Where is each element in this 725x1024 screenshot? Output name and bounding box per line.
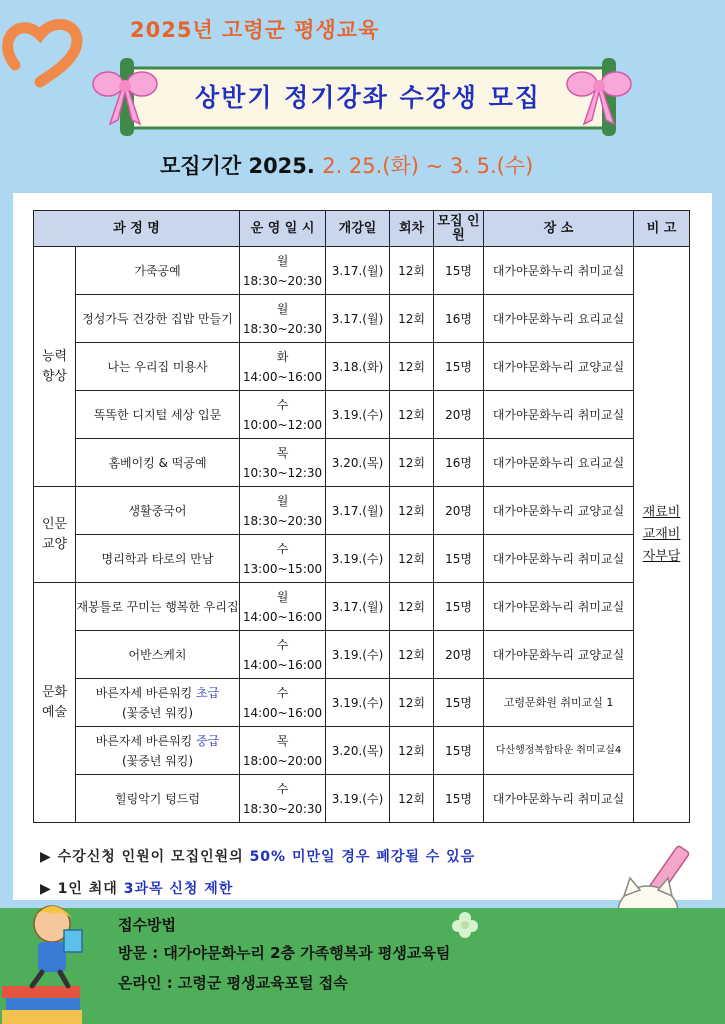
time: 14:00~16:00: [242, 609, 323, 624]
capacity: 15명: [434, 583, 484, 631]
capacity: 15명: [434, 727, 484, 775]
time: 10:00~12:00: [242, 417, 323, 432]
sessions: 12회: [390, 631, 434, 679]
course-name-main: 바른자세 바른워킹: [95, 685, 197, 700]
table-row: [34, 775, 690, 823]
day: 수: [276, 685, 289, 700]
place: 대가야문화누리 취미교실: [484, 391, 634, 439]
table-row: [34, 391, 690, 439]
course-name: 힐링악기 텅드럼: [76, 775, 240, 823]
sessions: 12회: [390, 487, 434, 535]
start-date: 3.20.(목): [326, 727, 390, 775]
course-name: 어반스케치: [76, 631, 240, 679]
day: 수: [276, 541, 289, 556]
level-badge: 중급: [196, 733, 220, 748]
start-date: 3.20.(목): [326, 439, 390, 487]
header-capacity: 모집 인원: [434, 211, 484, 247]
schedule-cell: [240, 535, 326, 583]
sessions: 12회: [390, 343, 434, 391]
course-name: 정성가득 건강한 집밥 만들기: [76, 295, 240, 343]
capacity: 16명: [434, 295, 484, 343]
sessions: 12회: [390, 583, 434, 631]
sessions: 12회: [390, 391, 434, 439]
course-subtitle: (꽃중년 워킹): [121, 753, 194, 768]
day: 수: [276, 397, 289, 412]
notice-highlight: 3과목 신청 제한: [123, 881, 234, 897]
day: 월: [276, 589, 289, 604]
time: 14:00~16:00: [242, 705, 323, 720]
banner-title: 상반기 정기강좌 수강생 모집: [195, 83, 541, 112]
notice-highlight: 50% 미만일 경우 폐강될 수 있음: [249, 849, 476, 865]
place: 고령문화원 취미교실 1: [484, 679, 634, 727]
day: 월: [276, 301, 289, 316]
sessions: 12회: [390, 679, 434, 727]
place: 대가야문화누리 취미교실: [484, 247, 634, 295]
apply-title: 접수방법: [118, 916, 176, 934]
capacity: 15명: [434, 775, 484, 823]
table-row: [34, 631, 690, 679]
schedule-cell: [240, 295, 326, 343]
period-dates: 2. 25.(화) ~ 3. 5.(수): [322, 154, 534, 178]
course-name: 홈베이킹 & 떡공예: [76, 439, 240, 487]
course-name: [76, 727, 240, 775]
place: 대가야문화누리 취미교실: [484, 775, 634, 823]
apply-online: 온라인 : 고령군 평생교육포털 접속: [118, 974, 348, 992]
schedule-cell: [240, 247, 326, 295]
place: 대가야문화누리 교양교실: [484, 631, 634, 679]
schedule-cell: [240, 391, 326, 439]
time: 18:30~20:30: [242, 513, 323, 528]
day: 목: [276, 445, 289, 460]
time: 13:00~15:00: [242, 561, 323, 576]
capacity: 15명: [434, 247, 484, 295]
start-date: 3.17.(월): [326, 487, 390, 535]
sessions: 12회: [390, 247, 434, 295]
course-name: 나는 우리집 미용사: [76, 343, 240, 391]
start-date: 3.17.(월): [326, 247, 390, 295]
day: 화: [276, 349, 289, 364]
time: 10:30~12:30: [242, 465, 323, 480]
time: 14:00~16:00: [242, 369, 323, 384]
heart-logo-icon: [0, 10, 100, 90]
category-cell: 인문 교양: [34, 487, 76, 583]
place: 대가야문화누리 취미교실: [484, 583, 634, 631]
note-line: 재료비: [642, 504, 681, 520]
time: 14:00~16:00: [242, 657, 323, 672]
boy-with-books-icon: [2, 900, 112, 1024]
day: 수: [276, 637, 289, 652]
day: 수: [276, 781, 289, 796]
notice-cancel: [40, 846, 475, 866]
header-schedule: 운 영 일 시: [240, 211, 326, 247]
course-name: 재봉틀로 꾸미는 행복한 우리집: [76, 583, 240, 631]
note-line: 자부담: [642, 548, 681, 564]
time: 18:30~20:30: [242, 801, 323, 816]
schedule-cell: [240, 631, 326, 679]
capacity: 20명: [434, 487, 484, 535]
table-header-row: [34, 211, 690, 247]
course-subtitle: (꽃중년 워킹): [121, 705, 194, 720]
table-row: [34, 583, 690, 631]
schedule-cell: [240, 727, 326, 775]
note-cell: [634, 247, 690, 823]
capacity: 20명: [434, 631, 484, 679]
note-line: 교재비: [642, 526, 681, 542]
place: 대가야문화누리 취미교실: [484, 535, 634, 583]
notice-limit: [40, 878, 233, 898]
sessions: 12회: [390, 535, 434, 583]
header-start: 개강일: [326, 211, 390, 247]
start-date: 3.19.(수): [326, 679, 390, 727]
table-row: [34, 487, 690, 535]
level-badge: 초급: [196, 685, 220, 700]
top-title: 2025년 고령군 평생교육: [130, 18, 380, 42]
start-date: 3.19.(수): [326, 535, 390, 583]
header-course: 과 정 명: [34, 211, 240, 247]
capacity: 15명: [434, 535, 484, 583]
day: 월: [276, 493, 289, 508]
apply-visit: 방문 : 대가야문화누리 2층 가족행복과 평생교육팀: [118, 944, 451, 962]
course-name-main: 바른자세 바른워킹: [95, 733, 197, 748]
header-note: 비 고: [634, 211, 690, 247]
category-cell: 능력 향상: [34, 247, 76, 487]
day: 목: [276, 733, 289, 748]
capacity: 15명: [434, 679, 484, 727]
course-name: [76, 679, 240, 727]
schedule-cell: [240, 679, 326, 727]
time: 18:30~20:30: [242, 321, 323, 336]
schedule-cell: [240, 439, 326, 487]
recruit-period: [160, 150, 533, 180]
capacity: 20명: [434, 391, 484, 439]
day: 월: [276, 253, 289, 268]
start-date: 3.17.(월): [326, 295, 390, 343]
header-place: 장 소: [484, 211, 634, 247]
schedule-cell: [240, 487, 326, 535]
start-date: 3.19.(수): [326, 631, 390, 679]
table-row: [34, 727, 690, 775]
notice-text: ▶ 수강신청 인원이 모집인원의: [40, 849, 250, 865]
place: 다산행정복합타운 취미교실4: [484, 727, 634, 775]
start-date: 3.19.(수): [326, 391, 390, 439]
table-row: [34, 343, 690, 391]
capacity: 15명: [434, 343, 484, 391]
sessions: 12회: [390, 727, 434, 775]
schedule-cell: [240, 343, 326, 391]
schedule-cell: [240, 583, 326, 631]
flower-icon: [450, 910, 480, 940]
table-row: [34, 679, 690, 727]
start-date: 3.17.(월): [326, 583, 390, 631]
start-date: 3.18.(화): [326, 343, 390, 391]
place: 대가야문화누리 교양교실: [484, 487, 634, 535]
table-row: [34, 535, 690, 583]
place: 대가야문화누리 요리교실: [484, 439, 634, 487]
course-name: 명리학과 타로의 만남: [76, 535, 240, 583]
period-label: 모집기간 2025.: [160, 154, 315, 178]
capacity: 16명: [434, 439, 484, 487]
time: 18:30~20:30: [242, 273, 323, 288]
place: 대가야문화누리 교양교실: [484, 343, 634, 391]
sessions: 12회: [390, 295, 434, 343]
notice-text: ▶ 1인 최대: [40, 881, 124, 897]
table-row: [34, 439, 690, 487]
start-date: 3.19.(수): [326, 775, 390, 823]
sessions: 12회: [390, 775, 434, 823]
course-name: 똑똑한 디지털 세상 입문: [76, 391, 240, 439]
course-name: 생활중국어: [76, 487, 240, 535]
schedule-cell: [240, 775, 326, 823]
sessions: 12회: [390, 439, 434, 487]
place: 대가야문화누리 요리교실: [484, 295, 634, 343]
course-name: 가죽공예: [76, 247, 240, 295]
table-row: [34, 247, 690, 295]
category-cell: 문화 예술: [34, 583, 76, 823]
time: 18:00~20:00: [242, 753, 323, 768]
course-table: [33, 210, 690, 823]
table-row: [34, 295, 690, 343]
header-sessions: 회차: [390, 211, 434, 247]
